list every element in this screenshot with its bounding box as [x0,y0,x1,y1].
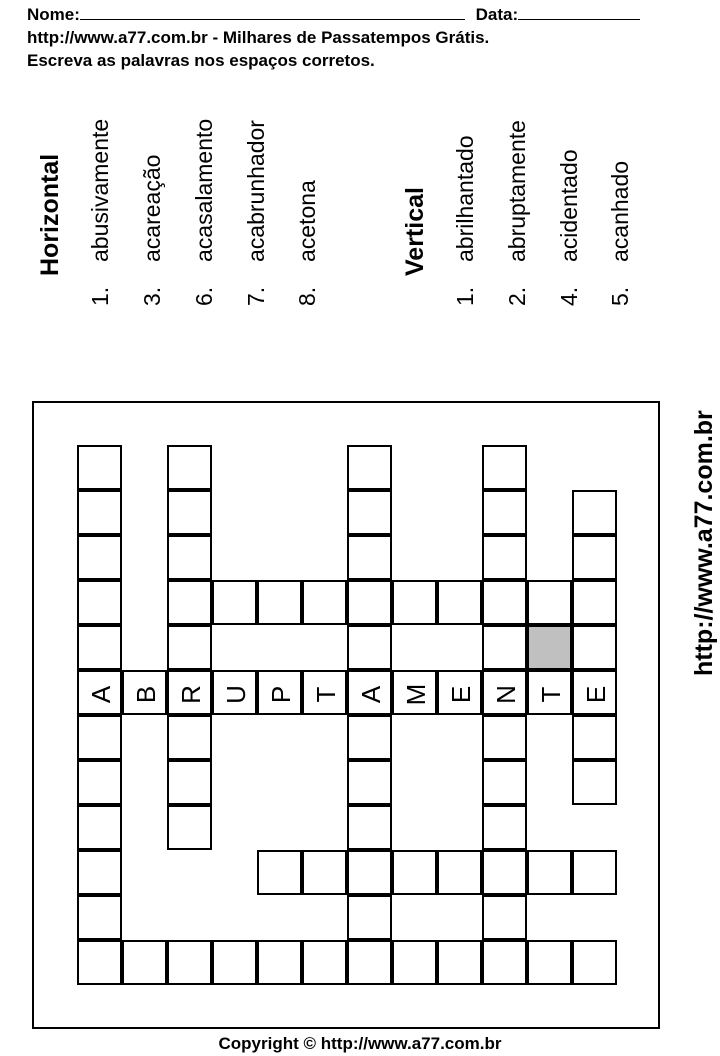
grid-cell[interactable] [527,580,572,625]
grid-letter: N [491,685,521,704]
vertical-word-2 [502,120,532,306]
grid-cell[interactable] [527,670,572,715]
word-text: acareação [139,154,165,262]
grid-cell[interactable] [392,670,437,715]
horizontal-word-5 [292,180,322,306]
grid-cell[interactable] [122,670,167,715]
grid-cell[interactable] [347,490,392,535]
grid-cell[interactable] [347,670,392,715]
grid-cell[interactable] [392,580,437,625]
grid-cell[interactable] [302,850,347,895]
date-field[interactable] [518,3,640,20]
vertical-word-3 [554,149,584,306]
copyright-footer: Copyright © http://www.a77.com.br [218,1034,502,1053]
grid-cell[interactable] [572,940,617,985]
grid-letter: U [221,685,251,704]
grid-cell[interactable] [77,490,122,535]
grid-cell[interactable] [77,535,122,580]
grid-cell[interactable] [167,670,212,715]
grid-letter: R [176,685,206,704]
grid-cell[interactable] [482,445,527,490]
grid-cell[interactable] [482,580,527,625]
word-number: 4. [556,286,582,306]
grid-cell[interactable] [77,670,122,715]
grid-cell[interactable] [167,805,212,850]
grid-cell[interactable] [482,805,527,850]
word-number: 6. [191,286,217,306]
grid-cell[interactable] [527,940,572,985]
word-number: 5. [607,286,633,306]
grid-letter: M [401,683,431,706]
grid-cell[interactable] [167,715,212,760]
horizontal-word-2 [137,155,167,306]
vertical-word-1 [450,135,480,306]
grid-cell[interactable] [347,580,392,625]
word-number: 1. [452,286,478,306]
word-text: abrilhantado [452,135,478,262]
grid-cell[interactable] [347,940,392,985]
grid-letter: A [86,685,116,704]
word-number: 2. [504,286,530,306]
grid-cell[interactable] [257,670,302,715]
grid-cell[interactable] [257,940,302,985]
word-text: acabrunhador [243,120,269,262]
word-number: 1. [87,286,113,306]
grid-cell[interactable] [77,805,122,850]
horizontal-word-3 [189,119,219,306]
horizontal-title: Horizontal [36,153,64,276]
grid-cell[interactable] [257,580,302,625]
grid-cell[interactable] [347,625,392,670]
grid-cell[interactable] [572,535,617,580]
grid-cell[interactable] [167,940,212,985]
grid-cell[interactable] [482,760,527,805]
grid-cell[interactable] [167,580,212,625]
grid-cell[interactable] [77,760,122,805]
grid-cell[interactable] [77,850,122,895]
grid-cell[interactable] [572,580,617,625]
grid-cell[interactable] [347,445,392,490]
grid-cell[interactable] [77,895,122,940]
grid-cell[interactable] [572,715,617,760]
grid-cell[interactable] [482,670,527,715]
site-line: http://www.a77.com.br - Milhares de Passatempos Grátis. [27,28,490,47]
word-text: acetona [294,180,320,262]
grid-cell[interactable] [167,625,212,670]
grid-letter: T [536,686,566,703]
word-text: acidentado [556,149,582,262]
grid-letter: E [446,685,476,704]
grid-cell[interactable] [482,850,527,895]
horizontal-word-1 [85,119,115,306]
grid-cell[interactable] [527,850,572,895]
grid-cell[interactable] [572,760,617,805]
grid-cell[interactable] [77,940,122,985]
grid-cell[interactable] [302,940,347,985]
grid-cell[interactable] [77,580,122,625]
name-date-line [27,3,640,25]
grid-cell[interactable] [347,535,392,580]
grid-cell[interactable] [482,625,527,670]
horizontal-word-4 [241,120,271,306]
grid-letter: E [581,685,611,704]
word-number: 8. [294,286,320,306]
grid-cell[interactable] [212,670,257,715]
side-url: http://www.a77.com.br [690,410,718,676]
grid-cell[interactable] [437,940,482,985]
grid-cell[interactable] [77,445,122,490]
grid-cell[interactable] [572,490,617,535]
name-field[interactable] [80,3,465,20]
grid-letter: T [311,686,341,703]
date-label: Data: [475,5,519,24]
grid-cell[interactable] [482,535,527,580]
grid-cell[interactable] [482,715,527,760]
grid-cell[interactable] [482,895,527,940]
grid-cell[interactable] [392,850,437,895]
grid-cell[interactable] [437,850,482,895]
grid-cell[interactable] [257,850,302,895]
grid-cell[interactable] [347,895,392,940]
grid-letter: A [356,685,386,704]
grid-letter: B [131,685,161,704]
word-text: acasalamento [191,118,217,262]
grid-cell[interactable] [122,940,167,985]
grid-cell[interactable] [437,670,482,715]
vertical-word-4 [605,161,635,306]
instructions: Escreva as palavras nos espaços corretos. [27,51,375,70]
grid-cell[interactable] [347,760,392,805]
grid-cell[interactable] [392,940,437,985]
grid-cell[interactable] [167,535,212,580]
grid-cell[interactable] [302,580,347,625]
grid-cell[interactable] [347,805,392,850]
grid-cell[interactable] [572,850,617,895]
grid-cell[interactable] [167,445,212,490]
grid-cell[interactable] [482,940,527,985]
grid-cell[interactable] [572,625,617,670]
grid-cell[interactable] [77,715,122,760]
word-text: abusivamente [87,118,113,262]
grid-cell[interactable] [437,580,482,625]
word-number: 7. [243,286,269,306]
grid-cell[interactable] [572,670,617,715]
grid-cell[interactable] [347,715,392,760]
vertical-title: Vertical [401,187,429,276]
grid-cell[interactable] [212,580,257,625]
grid-cell[interactable] [482,490,527,535]
grid-cell[interactable] [167,490,212,535]
grid-cell[interactable] [347,850,392,895]
grid-cell[interactable] [212,940,257,985]
name-label: Nome: [27,5,80,24]
word-text: abruptamente [504,120,530,262]
grid-cell[interactable] [77,625,122,670]
grid-cell[interactable] [167,760,212,805]
grid-cell[interactable] [302,670,347,715]
word-number: 3. [139,286,165,306]
word-text: acanhado [607,160,633,262]
grid-cell-shaded [527,625,572,670]
grid-letter: P [266,685,296,704]
